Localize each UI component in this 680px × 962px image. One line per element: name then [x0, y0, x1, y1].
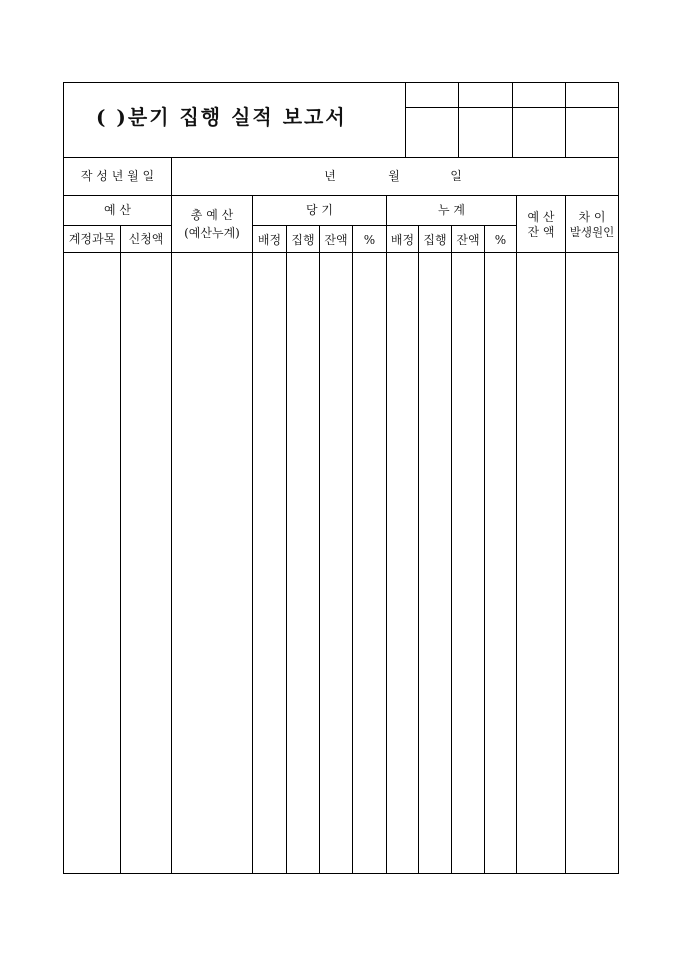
- total-budget-subheader: (예산누계): [184, 226, 240, 240]
- cumulative-header: 누 계: [438, 203, 465, 217]
- cumulative-allocation-header: 배정: [390, 233, 415, 247]
- col-balance-divider: [565, 195, 566, 874]
- current-balance-header: 잔액: [324, 233, 348, 247]
- approval-col-3: [512, 82, 513, 157]
- budget-header: 예 산: [104, 203, 131, 217]
- col-cum-exec-divider: [451, 225, 452, 874]
- border-top: [63, 82, 619, 83]
- current-execution-header: 집행: [291, 233, 315, 247]
- date-label-divider: [171, 157, 172, 195]
- difference-header-1: 차 이: [578, 210, 606, 224]
- requested-amount-header: 신청액: [128, 232, 164, 246]
- current-percent-header: %: [363, 233, 376, 247]
- col-current-divider: [386, 195, 387, 874]
- col-total-divider: [252, 195, 253, 874]
- col-requested-divider: [171, 195, 172, 874]
- report-title: ( )분기 집행 실적 보고서: [96, 105, 347, 129]
- col-cur-alloc-divider: [286, 225, 287, 874]
- header-mid-line-left: [63, 225, 171, 226]
- header-bottom-line: [63, 252, 619, 253]
- border-right: [618, 82, 619, 874]
- date-label: 작 성 년 월 일: [80, 169, 155, 183]
- budget-balance-header-2: 잔 액: [527, 225, 555, 239]
- col-account-divider: [120, 225, 121, 874]
- border-left: [63, 82, 64, 874]
- date-month-unit: 월: [388, 169, 400, 183]
- report-form: [63, 82, 618, 874]
- col-cur-exec-divider: [319, 225, 320, 874]
- col-cum-alloc-divider: [418, 225, 419, 874]
- current-allocation-header: 배정: [257, 233, 282, 247]
- date-bottom-line: [63, 195, 619, 196]
- account-subject-header: 계정과목: [68, 232, 116, 246]
- budget-balance-header-1: 예 산: [527, 210, 555, 224]
- approval-col-4: [565, 82, 566, 157]
- approval-col-2: [458, 82, 459, 157]
- border-bottom: [63, 873, 619, 874]
- title-bottom-line: [63, 157, 619, 158]
- cumulative-balance-header: 잔액: [456, 233, 480, 247]
- difference-header-2: 발생원인: [569, 225, 615, 239]
- total-budget-header: 총 예 산: [190, 208, 234, 222]
- cumulative-percent-header: %: [494, 233, 507, 247]
- approval-col-1: [405, 82, 406, 157]
- col-cum-bal-divider: [484, 225, 485, 874]
- date-day-unit: 일: [450, 169, 462, 183]
- cumulative-execution-header: 집행: [423, 233, 447, 247]
- col-cumulative-divider: [516, 195, 517, 874]
- col-cur-bal-divider: [352, 225, 353, 874]
- current-period-header: 당 기: [306, 203, 333, 217]
- date-year-unit: 년: [324, 169, 336, 183]
